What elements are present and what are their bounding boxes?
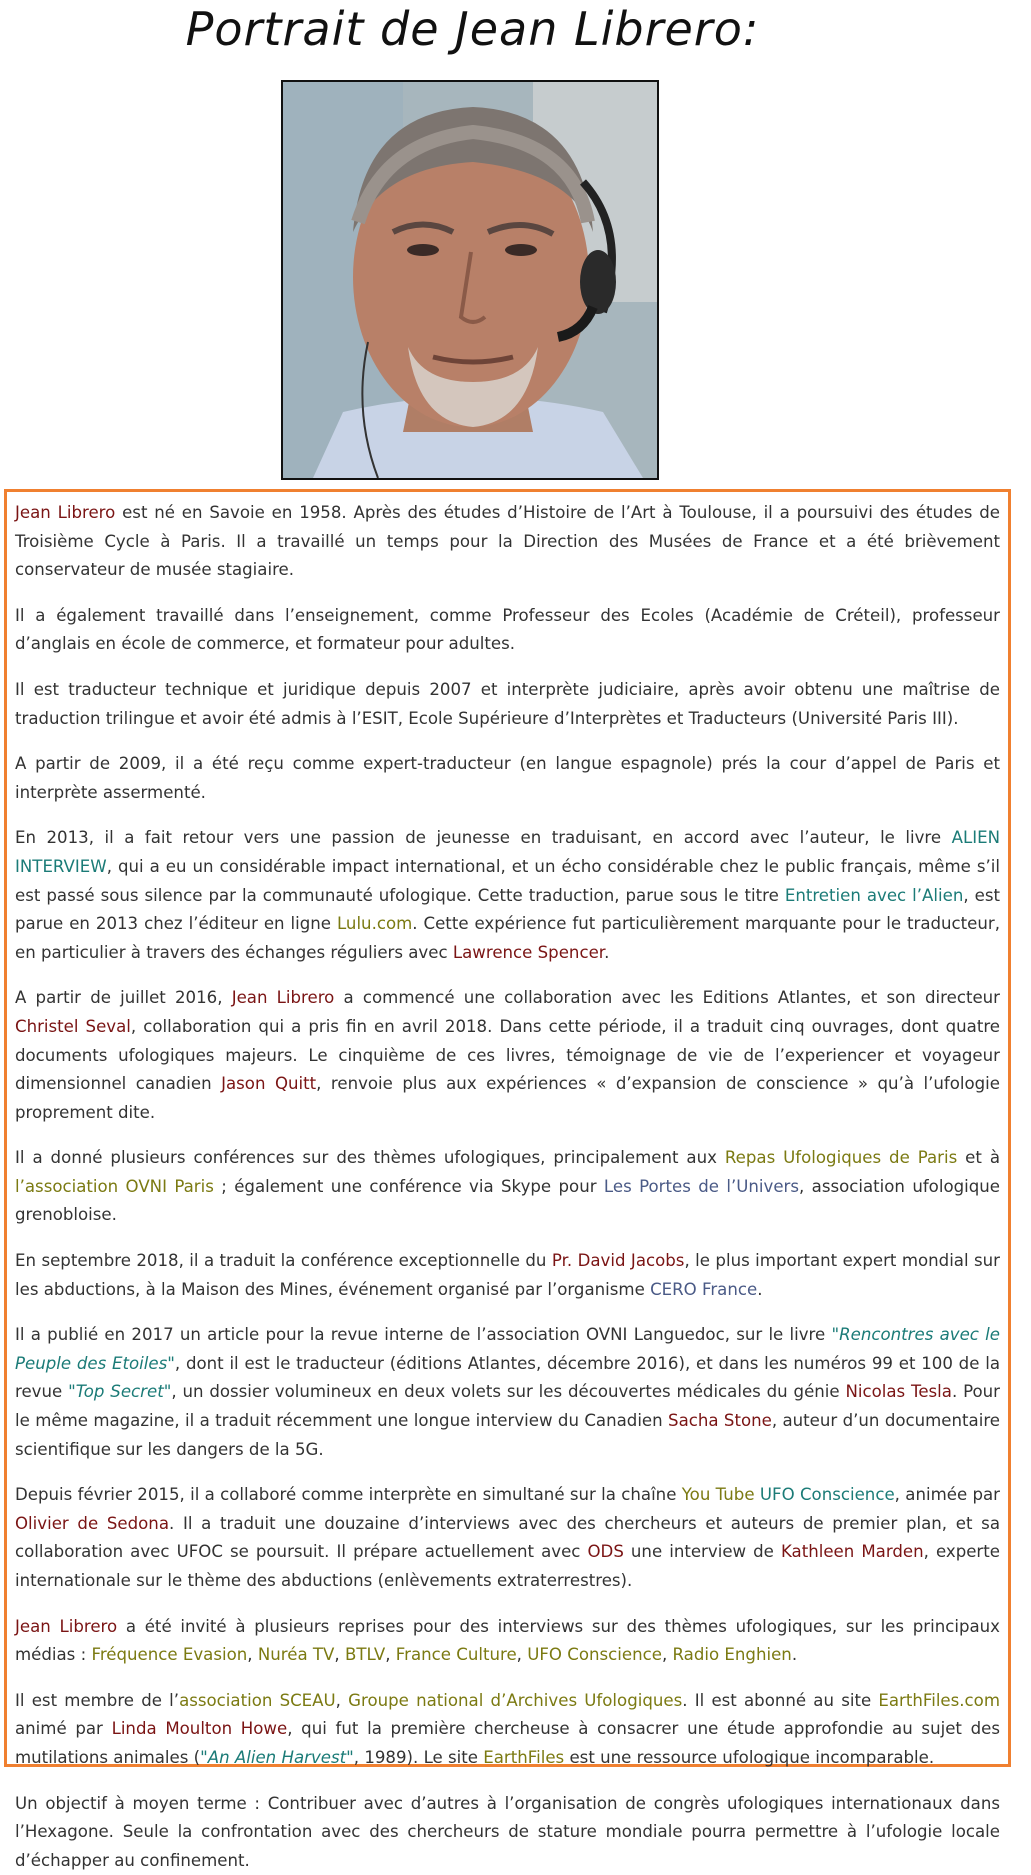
- text: . Il est abonné au site: [682, 1690, 879, 1710]
- text: une interview de: [623, 1542, 781, 1562]
- text: , le plus important expert mondial sur les abductions, à la Maison des Mines, événement organisé par l’organisme: [15, 1251, 1001, 1299]
- text: .: [791, 1645, 798, 1665]
- link-alien-harvest[interactable]: "An Alien Harvest": [200, 1747, 354, 1767]
- link-radio-enghien[interactable]: Radio Enghien: [672, 1645, 792, 1665]
- text: .: [757, 1279, 763, 1299]
- text: Il a donné plusieurs conférences sur des thèmes ufologiques, principalement aux: [15, 1148, 725, 1168]
- bio-paragraph-11: Jean Librero a été invité à plusieurs reprises pour des interviews sur des thèmes ufologiques, sur les principaux médias : Fréquence Evasion, Nuréa TV, BTLV, France Culture, UFO Conscience, Radio Enghien.: [15, 1616, 1000, 1665]
- text: A partir de juillet 2016,: [15, 988, 232, 1008]
- link-earthfiles[interactable]: EarthFiles: [483, 1747, 565, 1767]
- text: est né en Savoie en 1958. Après des études d’Histoire de l’Art à Toulouse, il a poursuivi des études de Troisième Cycle à Paris. Il a travaillé un temps pour la Direction des Musées de France et a été brièvement conservateur de musée stagiaire.: [15, 503, 1000, 580]
- text: Il est membre de l’: [15, 1690, 180, 1710]
- text: En 2013, il a fait retour vers une passion de jeunesse en traduisant, en accord avec l’auteur, le livre: [15, 828, 952, 848]
- text: , est parue en 2013 chez l’éditeur en ligne: [15, 885, 1000, 934]
- link-jason-quitt[interactable]: Jason Quitt: [221, 1074, 317, 1094]
- text: , qui a eu un considérable impact international, et un écho considérable chez le public français, même s’il est passé sous silence par la communauté ufologique. Cette traduction, parue sous le titre: [15, 856, 1000, 905]
- text: .: [604, 942, 610, 962]
- bio-paragraph-13: [15, 1790, 1000, 1875]
- text: , dont il est le traducteur (éditions Atlantes, décembre 2016), et dans les numéros 99 et 100 de la revue: [15, 1353, 1000, 1402]
- link-nurea-tv[interactable]: Nuréa TV: [257, 1645, 335, 1665]
- text: , 1989). Le site: [353, 1747, 484, 1767]
- link-earthfiles-com[interactable]: EarthFiles.com: [878, 1690, 1000, 1710]
- text: , un dossier volumineux en deux volets sur les découvertes médicales du génie: [171, 1382, 846, 1402]
- text: . Cette expérience fut particulièrement marquante pour le traducteur, en particulier à travers des échanges réguliers avec: [15, 914, 1000, 962]
- link-jean-librero[interactable]: Jean Librero: [15, 1616, 118, 1636]
- link-christel-seval[interactable]: Christel Seval: [15, 1016, 131, 1036]
- link-france-culture[interactable]: France Culture: [395, 1645, 517, 1665]
- bio-paragraph-12: Il est membre de l’association SCEAU, Groupe national d’Archives Ufologiques. Il est abonné au site EarthFiles.com animé par Linda Moulton Howe, qui fut la première chercheuse à consacrer une étude approfondie au sujet des mutilations animales ("An Alien Harvest", 1989). Le site EarthFiles est une ressource ufologique incomparable.: [15, 1690, 1000, 1767]
- text: , auteur d’un documentaire scientifique sur les dangers de la 5G.: [15, 1411, 1000, 1459]
- link-lulu[interactable]: Lulu.com: [336, 914, 413, 934]
- link-alien-interview[interactable]: ALIEN INTERVIEW: [15, 828, 1000, 876]
- text: Il a publié en 2017 un article pour la revue interne de l’association OVNI Languedoc, sur le livre: [15, 1325, 832, 1345]
- link-sacha-stone[interactable]: Sacha Stone: [668, 1411, 772, 1431]
- link-ufo-conscience[interactable]: UFO Conscience: [527, 1645, 662, 1665]
- text: Depuis février 2015, il a collaboré comme interprète en simultané sur la chaîne: [15, 1485, 682, 1505]
- link-kathleen-marden[interactable]: Kathleen Marden: [780, 1542, 924, 1562]
- link-linda-moulton-howe[interactable]: Linda Moulton Howe: [111, 1719, 288, 1739]
- link-groupe-archives[interactable]: Groupe national d’Archives Ufologiques: [348, 1690, 683, 1710]
- text: Un objectif à moyen terme : Contribuer avec d’autres à l’organisation de congrès ufologiques internationaux dans l’Hexagone. Seule la confrontation avec des chercheurs de stature mondiale pourra permettre à l’ufologie locale d’échapper au confinement.: [15, 1793, 1000, 1870]
- link-portes-univers[interactable]: Les Portes de l’Univers: [603, 1176, 799, 1196]
- text: , renvoie plus aux expériences « d’expansion de conscience » qu’à l’ufologie proprement dite.: [15, 1074, 1000, 1122]
- portrait-photo: [281, 80, 659, 480]
- bio-paragraph-1: [15, 499, 1000, 585]
- link-lawrence-spencer[interactable]: Lawrence Spencer: [452, 942, 605, 962]
- bio-paragraph-10: [15, 1481, 1000, 1595]
- link-association-sceau[interactable]: association SCEAU: [179, 1690, 336, 1710]
- text: et à: [957, 1148, 1000, 1168]
- link-rencontres-peuple-etoiles[interactable]: "Rencontres avec le Peuple des Etoiles": [15, 1325, 1000, 1373]
- text: , qui fut la première chercheuse à consacrer une étude approfondie au sujet des mutilations animales (: [15, 1719, 1000, 1767]
- link-jean-librero[interactable]: Jean Librero: [15, 503, 116, 522]
- text: En septembre 2018, il a traduit la conférence exceptionnelle du: [15, 1251, 552, 1271]
- text: est une ressource ufologique incomparable.: [564, 1747, 935, 1767]
- text: ; également une conférence via Skype pour: [213, 1176, 604, 1196]
- biography-box: [4, 489, 1011, 1870]
- link-olivier-de-sedona[interactable]: Olivier de Sedona: [15, 1513, 169, 1533]
- portrait-image: [283, 82, 657, 478]
- bio-paragraph-7: [15, 1144, 1000, 1230]
- text: . Pour le même magazine, il a traduit récemment une longue interview du Canadien: [15, 1382, 1000, 1431]
- text: , experte internationale sur le thème des abductions (enlèvements extraterrestres).: [15, 1542, 1000, 1590]
- link-youtube[interactable]: You Tube: [681, 1485, 755, 1505]
- link-ufo-conscience[interactable]: UFO Conscience: [759, 1485, 895, 1505]
- bio-paragraph-3: [15, 676, 1000, 733]
- bio-paragraph-5: [15, 824, 1000, 967]
- link-btlv[interactable]: BTLV: [344, 1645, 386, 1665]
- bio-paragraph-4: [15, 750, 1000, 807]
- link-repas-ufologiques[interactable]: Repas Ufologiques de Paris: [724, 1148, 958, 1168]
- bio-paragraph-2: [15, 602, 1000, 659]
- text: , association ufologique grenobloise.: [15, 1176, 1000, 1225]
- text: , collaboration qui a pris fin en avril 2018. Dans cette période, il a traduit cinq ouvrages, dont quatre documents ufologiques majeurs. Le cinquième de ces livres, témoignage de vie de l’experiencer et voyageur dimensionnel canadien: [15, 1016, 1000, 1094]
- link-top-secret[interactable]: "Top Secret": [68, 1382, 172, 1402]
- text: animé par: [15, 1719, 112, 1739]
- text: , animée par: [894, 1485, 1000, 1505]
- bio-paragraph-6: [15, 984, 1000, 1127]
- link-ods[interactable]: ODS: [587, 1542, 624, 1562]
- text: A partir de 2009, il a été reçu comme expert-traducteur (en langue espagnole) prés la cour d’appel de Paris et interprète assermenté.: [15, 754, 1000, 802]
- link-ovni-paris[interactable]: l’association OVNI Paris: [15, 1176, 214, 1196]
- page-title: Portrait de Jean Librero:: [185, 2, 760, 56]
- text: a commencé une collaboration avec les Editions Atlantes, et son directeur: [334, 988, 1000, 1008]
- link-david-jacobs[interactable]: Pr. David Jacobs: [551, 1251, 685, 1271]
- link-entretien-avec-alien[interactable]: Entretien avec l’Alien: [784, 885, 964, 905]
- text: Il est traducteur technique et juridique depuis 2007 et interprète judiciaire, après avoir obtenu une maîtrise de traduction trilingue et avoir été admis à l’ESIT, Ecole Supérieure d’Interprètes et Traducteurs (Université Paris III).: [15, 679, 1000, 728]
- bio-paragraph-9: [15, 1321, 1000, 1464]
- link-frequence-evasion[interactable]: Fréquence Evasion: [91, 1645, 248, 1665]
- link-cero-france[interactable]: CERO France: [650, 1279, 758, 1299]
- text: Il a également travaillé dans l’enseignement, comme Professeur des Ecoles (Académie de Créteil), professeur d’anglais en école de commerce, et formateur pour adultes.: [15, 605, 1000, 654]
- text: a été invité à plusieurs reprises pour des interviews sur des thèmes ufologiques, sur les principaux médias :: [15, 1616, 1000, 1665]
- link-jean-librero[interactable]: Jean Librero: [231, 988, 335, 1008]
- bio-paragraph-8: [15, 1247, 1000, 1304]
- link-nicolas-tesla[interactable]: Nicolas Tesla: [845, 1382, 952, 1402]
- text: . Il a traduit une douzaine d’interviews avec des chercheurs et auteurs de premier plan, et sa collaboration avec UFOC se poursuit. Il prépare actuellement avec: [15, 1513, 1000, 1562]
